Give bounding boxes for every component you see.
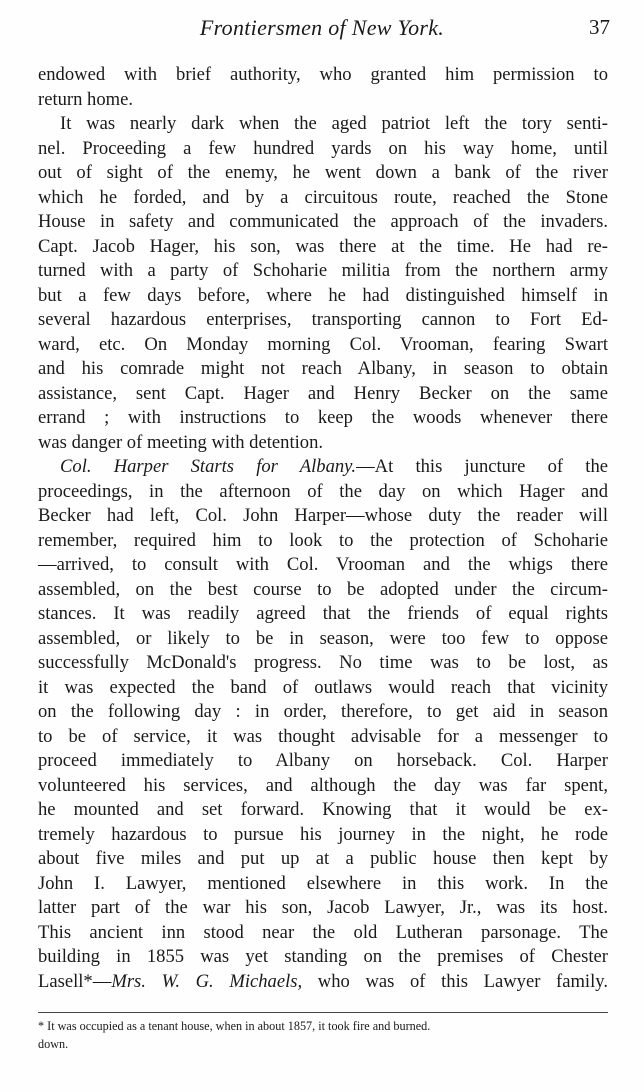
text-line: building in 1855 was yet standing on the premises of Chester — [38, 946, 608, 967]
text-line: remember, required him to look to the protection of Schoharie — [38, 529, 608, 551]
footnote-line: * It was occupied as a tenant house, when in about 1857, it took fire and burned. — [38, 1019, 431, 1033]
text-line — [38, 455, 608, 480]
text-line: Capt. Jacob Hager, his son, was there at the time. He had re- — [38, 235, 608, 257]
text-line: to be of service, it was thought advisable for a messenger to — [38, 725, 608, 747]
text-line: assistance, sent Capt. Hager and Henry Becker on the same — [38, 382, 608, 404]
text-line: latter part of the war his son, Jacob Lawyer, Jr., was its host. — [38, 897, 608, 918]
final-line-end: who was of this Lawyer family. — [302, 970, 608, 992]
text-line: endowed with brief authority, who granted him permission to — [38, 64, 608, 85]
text-line: ward, etc. On Monday morning Col. Vrooman, fearing Swart — [38, 333, 608, 355]
footnote — [38, 1017, 613, 1053]
text-line: volunteered his services, and although the day was far spent, — [38, 774, 608, 796]
text-line: assembled, on the best course to be adopted under the circum- — [38, 578, 608, 600]
text-line: Becker had left, Col. John Harper—whose duty the reader will — [38, 505, 608, 526]
text-line: which he forded, and by a circuitous route, reached the Stone — [38, 186, 608, 208]
text-line: It was nearly dark when the aged patriot left the tory senti- — [60, 113, 608, 134]
text-line: out of sight of the enemy, he went down a bank of the river — [38, 162, 608, 183]
text-line: nel. Proceeding a few hundred yards on his way home, until — [38, 137, 608, 159]
text-line: This ancient inn stood near the old Lutheran parsonage. The — [38, 921, 608, 943]
page-header — [0, 15, 644, 45]
text-line: House in safety and communicated the approach of the invaders. — [38, 211, 608, 232]
text-line: tremely hazardous to pursue his journey in the night, he rode — [38, 823, 608, 845]
section-heading: Col. Harper Starts for Albany. — [60, 456, 357, 477]
text-line: he mounted and set forward. Knowing that it would be ex- — [38, 799, 608, 820]
text-line — [38, 970, 608, 995]
body-text — [38, 63, 608, 994]
page-number: 37 — [589, 15, 610, 39]
text-line: stances. It was readily agreed that the friends of equal rights — [38, 603, 608, 624]
final-line-start: Lasell*— — [38, 970, 112, 992]
footnote-line: down. — [38, 1037, 69, 1051]
text-line: successfully McDonald's progress. No time was to be lost, as — [38, 652, 608, 673]
text-line: about five miles and put up at a public house then kept by — [38, 848, 608, 869]
text-line: on the following day : in order, therefore, to get aid in season — [38, 701, 608, 722]
text-line: assembled, or likely to be in season, were too few to oppose — [38, 627, 608, 649]
text-line: several hazardous enterprises, transporting cannon to Fort Ed- — [38, 309, 608, 330]
text-line: —arrived, to consult with Col. Vrooman and the whigs there — [38, 554, 608, 575]
text-line: it was expected the band of outlaws would reach that vicinity — [38, 676, 608, 698]
footnote-rule — [38, 1012, 608, 1013]
text-line: John I. Lawyer, mentioned elsewhere in this work. In the — [38, 872, 608, 894]
text-line: proceedings, in the afternoon of the day on which Hager and — [38, 480, 608, 502]
text-line: return home. — [38, 88, 134, 110]
text-line: was danger of meeting with detention. — [38, 431, 324, 453]
text-line: proceed immediately to Albany on horseback. Col. Harper — [38, 750, 608, 771]
text-line: turned with a party of Schoharie militia from the northern army — [38, 260, 608, 281]
text-line: but a few days before, where he had distinguished himself in — [38, 284, 608, 306]
text-line: and his comrade might not reach Albany, in season to obtain — [38, 358, 608, 379]
running-title: Frontiersmen of New York. — [199, 15, 445, 40]
heading-line-rest: —At this juncture of the — [356, 456, 608, 477]
text-line: errand ; with instructions to keep the woods whenever there — [38, 407, 608, 428]
family-name: Mrs. W. G. Michaels, — [111, 970, 303, 992]
